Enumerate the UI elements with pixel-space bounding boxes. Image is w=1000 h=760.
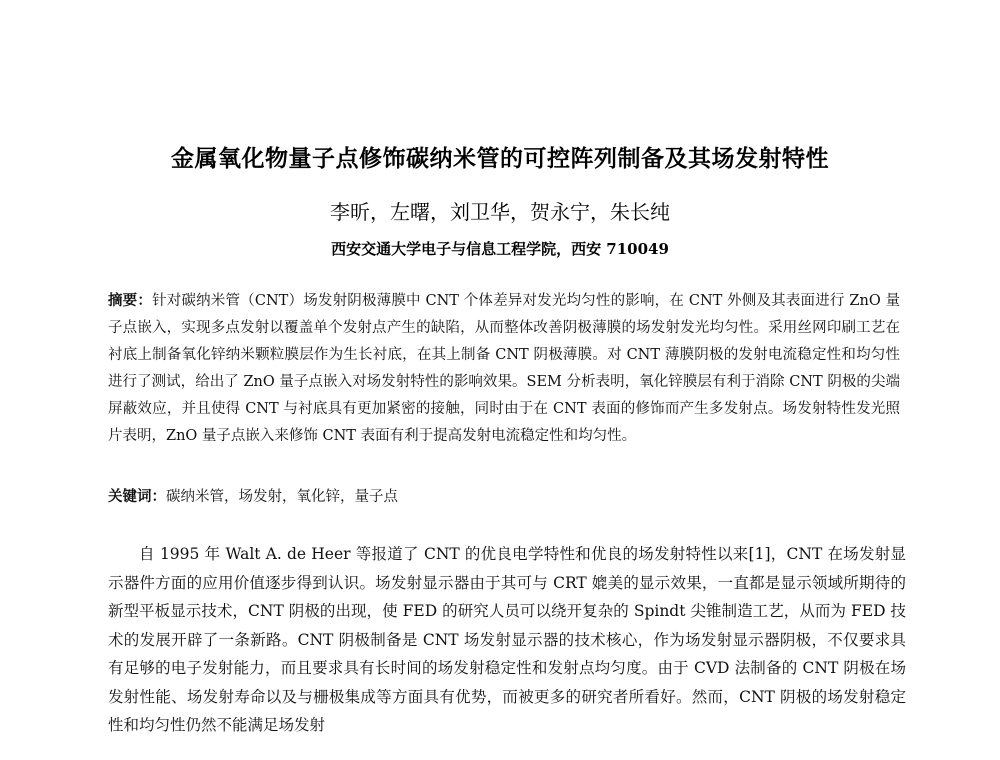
keywords-text: 碳纳米管，场发射，氧化锌，量子点 <box>166 489 398 505</box>
affiliation: 西安交通大学电子与信息工程学院，西安 710049 <box>331 240 669 258</box>
abstract-label: 摘要： <box>108 292 153 309</box>
keywords-label: 关键词： <box>108 488 166 505</box>
abstract <box>108 287 900 450</box>
abstract-text: 针对碳纳米管（CNT）场发射阴极薄膜中 CNT 个体差异对发光均匀性的影响，在 CNT 外侧及其表面进行 ZnO 量子点嵌入，实现多点发射以覆盖单个发射点产生的缺陷，从而整体改善阴极薄膜的场发射发光均匀性。采用丝网印刷工艺在衬底上制备氧化锌纳米颗粒膜层作为生长衬底，在其上制备 CNT 阴极薄膜。对 CNT 薄膜阴极的发射电流稳定性和均匀性进行了测试，给出了 ZnO 量子点嵌入对场发射特性的影响效果。SEM 分析表明，氧化锌膜层有利于消除 CNT 阴极的尖端屏蔽效应，并且使得 CNT 与衬底具有更加紧密的接触，同时由于在 CNT 表面的修饰而产生多发射点。场发射特性发光照片表明，ZnO 量子点嵌入来修饰 CNT 表面有利于提高发射电流稳定性和均匀性。 <box>108 293 900 444</box>
paper-title: 金属氧化物量子点修饰碳纳米管的可控阵列制备及其场发射特性 <box>171 146 829 172</box>
keywords <box>108 485 900 506</box>
author-list: 李昕，左曙，刘卫华，贺永宁，朱长纯 <box>330 200 670 224</box>
intro-paragraph: 自 1995 年 Walt A. de Heer 等报道了 CNT 的优良电学特性和优良的场发射特性以来[1]，CNT 在场发射显示器件方面的应用价值逐步得到认识。场发射显示器由于其可与 CRT 媲美的显示效果，一直都是显示领域所期待的新型平板显示技术，CNT 阴极的出现，使 FED 的研究人员可以绕开复杂的 Spindt 尖锥制造工艺，从而为 FED 技术的发展开辟了一条新路。CNT 阴极制备是 CNT 场发射显示器的技术核心，作为场发射显示器阴极，不仅要求具有足够的电子发射能力，而且要求具有长时间的场发射稳定性和发射点均匀度。由于 CVD 法制备的 CNT 阴极在场发射性能、场发射寿命以及与栅极集成等方面具有优势，而被更多的研究者所看好。然而，CNT 阴极的场发射稳定性和均匀性仍然不能满足场发射 <box>108 545 906 734</box>
